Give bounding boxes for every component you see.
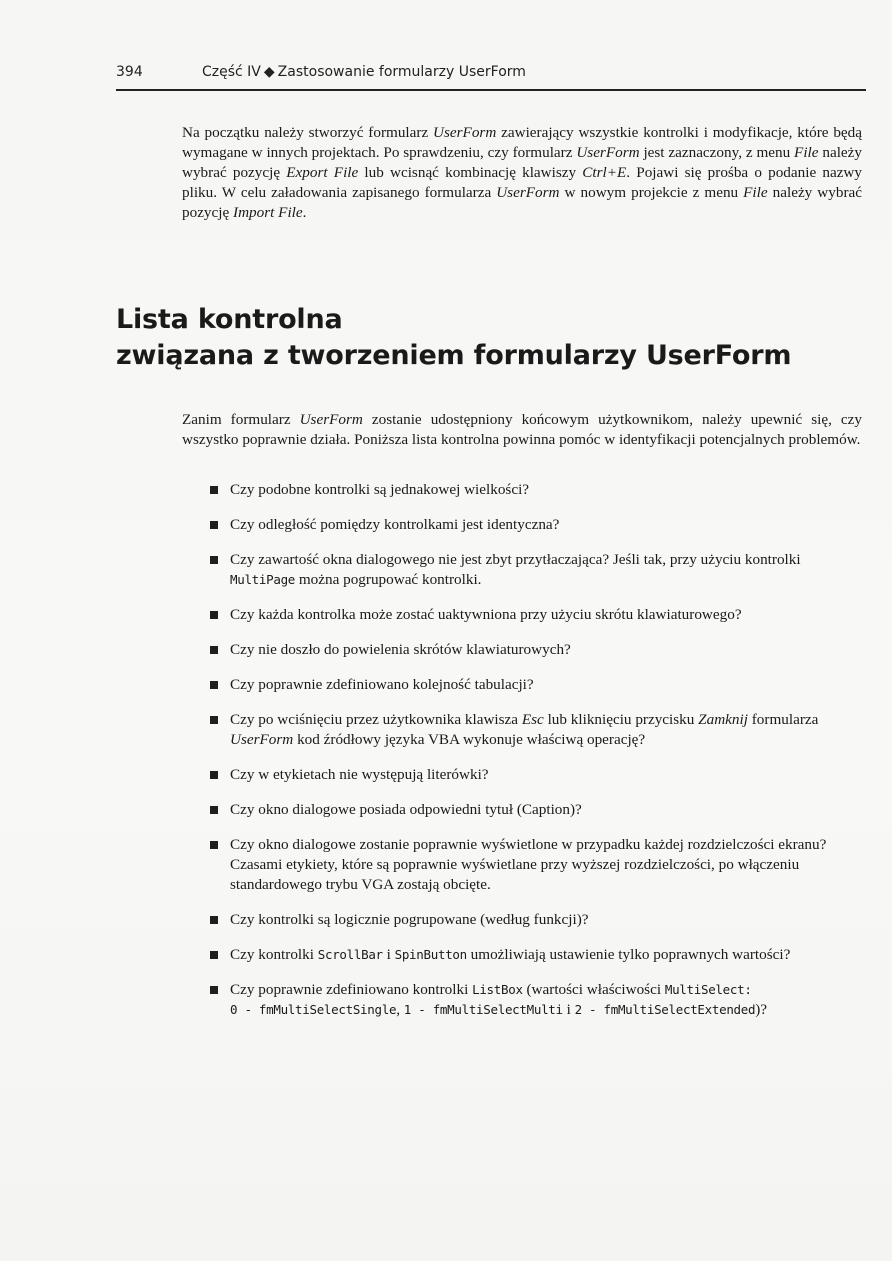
italic-term: UserForm xyxy=(230,731,294,748)
text: lub wcisnąć kombinację klawiszy xyxy=(358,164,583,181)
checklist-item-text: Czy odległość pomiędzy kontrolkami jest identyczna? xyxy=(230,516,560,533)
checklist-item-text: i xyxy=(562,1001,575,1018)
checklist-item xyxy=(210,550,850,590)
checklist-item xyxy=(210,765,850,785)
checklist-item-text: Czy poprawnie zdefiniowano kolejność tabulacji? xyxy=(230,676,534,693)
text: należy wybrać pozycję xyxy=(182,144,862,181)
italic-term: UserForm xyxy=(576,144,640,161)
checklist-item-text: i xyxy=(382,946,395,963)
italic-term: Ctrl+E xyxy=(582,164,627,181)
checklist-item xyxy=(210,605,850,625)
page-number: 394 xyxy=(116,64,143,80)
checklist-item-text: formularza xyxy=(747,711,819,728)
italic-term: UserForm xyxy=(496,184,560,201)
checklist-item-text: Czy po wciśnięciu przez użytkownika klawisza xyxy=(230,711,522,728)
code-term: MultiSelect: xyxy=(664,982,752,997)
code-term: 0 - fmMultiSelectSingle xyxy=(230,1002,397,1017)
checklist-item xyxy=(210,675,850,695)
text: w nowym projekcie z menu xyxy=(559,184,744,201)
checklist-item-text: Czy poprawnie zdefiniowano kontrolki xyxy=(230,981,473,998)
checklist-item xyxy=(210,800,850,820)
code-term: 1 - fmMultiSelectMulti xyxy=(403,1002,563,1017)
text: Na początku należy stworzyć formularz xyxy=(182,124,434,141)
checklist-item xyxy=(210,980,850,1020)
lead-paragraph xyxy=(182,410,862,450)
square-bullet-icon xyxy=(210,646,218,654)
checklist-item-text: )? xyxy=(755,1001,768,1018)
checklist-item-text: Czy nie doszło do powielenia skrótów klawiaturowych? xyxy=(230,641,571,658)
checklist-item-text: Czy zawartość okna dialogowego nie jest zbyt przytłaczająca? Jeśli tak, przy użyciu kontrolki xyxy=(230,551,801,568)
italic-term: File xyxy=(743,184,768,201)
text: Zanim formularz xyxy=(182,411,300,428)
checklist-item-text: umożliwiają ustawienie tylko poprawnych wartości? xyxy=(466,946,791,963)
checklist-item-text: Czy każda kontrolka może zostać uaktywniona przy użyciu skrótu klawiaturowego? xyxy=(230,606,742,623)
part-title: Zastosowanie formularzy UserForm xyxy=(277,64,526,80)
checklist-item-text: Czy kontrolki xyxy=(230,946,318,963)
square-bullet-icon xyxy=(210,951,218,959)
square-bullet-icon xyxy=(210,716,218,724)
italic-term: Zamknij xyxy=(698,711,748,728)
checklist-item-text: Czy okno dialogowe zostanie poprawnie wyświetlone w przypadku każdej rozdzielczości ekranu? Czasami etykiety, które są poprawnie wyświetlane przy wyższej rozdzielczości, po włączeniu standardowego trybu VGA zostają obcięte. xyxy=(230,836,827,893)
code-term: SpinButton xyxy=(394,947,467,962)
italic-term: UserForm xyxy=(433,124,497,141)
checklist-item-text: Czy w etykietach nie występują literówki? xyxy=(230,766,489,783)
italic-term: Esc xyxy=(521,711,544,728)
checklist-item-text: Czy okno dialogowe posiada odpowiedni tytuł (Caption)? xyxy=(230,801,582,818)
checklist-item xyxy=(210,480,850,500)
checklist-item xyxy=(210,910,850,930)
checklist-item-text: można pogrupować kontrolki. xyxy=(295,571,482,588)
checklist-item xyxy=(210,640,850,660)
checklist xyxy=(210,480,850,1020)
square-bullet-icon xyxy=(210,556,218,564)
header-rule xyxy=(116,89,866,91)
text: . xyxy=(302,204,307,221)
checklist-item xyxy=(210,515,850,535)
square-bullet-icon xyxy=(210,681,218,689)
italic-term: Export File xyxy=(286,164,359,181)
square-bullet-icon xyxy=(210,986,218,994)
code-term: 2 - fmMultiSelectExtended xyxy=(574,1002,756,1017)
part-label: Część IV xyxy=(202,64,261,80)
text: zawierający wszystkie kontrolki i modyfikacje, które będą wymagane w innych projektach. Po sprawdzeniu, czy formularz xyxy=(182,124,862,161)
text: . Pojawi się prośba o podanie nazwy pliku. W celu załadowania zapisanego formularza xyxy=(182,164,862,201)
code-term: ListBox xyxy=(472,982,523,997)
checklist-item-text: Czy podobne kontrolki są jednakowej wielkości? xyxy=(230,481,530,498)
italic-term: Import File xyxy=(233,204,303,221)
section-heading-line-1: Lista kontrolna xyxy=(116,304,343,336)
code-term: MultiPage xyxy=(230,572,296,587)
square-bullet-icon xyxy=(210,611,218,619)
square-bullet-icon xyxy=(210,771,218,779)
code-term: ScrollBar xyxy=(317,947,383,962)
checklist-item xyxy=(210,835,850,895)
square-bullet-icon xyxy=(210,916,218,924)
square-bullet-icon xyxy=(210,521,218,529)
checklist-item-text: , xyxy=(396,1001,404,1018)
checklist-item xyxy=(210,945,850,965)
diamond-separator-icon: ◆ xyxy=(263,64,275,80)
square-bullet-icon xyxy=(210,806,218,814)
italic-term: UserForm xyxy=(299,411,363,428)
square-bullet-icon xyxy=(210,486,218,494)
checklist-item-text: Czy kontrolki są logicznie pogrupowane (według funkcji)? xyxy=(230,911,589,928)
text: zostanie udostępniony końcowym użytkownikom, należy upewnić się, czy wszystko poprawnie działa. Poniższa lista kontrolna powinna pomóc w identyfikacji potencjalnych problemów. xyxy=(182,411,862,448)
text: jest zaznaczony, z menu xyxy=(639,144,795,161)
section-heading-line-2: związana z tworzeniem formularzy UserForm xyxy=(116,340,792,372)
running-head xyxy=(116,64,866,86)
checklist-item xyxy=(210,710,850,750)
italic-term: File xyxy=(794,144,819,161)
intro-paragraph xyxy=(182,123,862,223)
checklist-item-text: (wartości właściwości xyxy=(522,981,665,998)
checklist-item-text: kod źródłowy języka VBA wykonuje właściwą operację? xyxy=(293,731,646,748)
square-bullet-icon xyxy=(210,841,218,849)
checklist-item-text: lub kliknięciu przycisku xyxy=(543,711,699,728)
section-heading xyxy=(116,302,866,374)
text: należy wybrać pozycję xyxy=(182,184,862,221)
